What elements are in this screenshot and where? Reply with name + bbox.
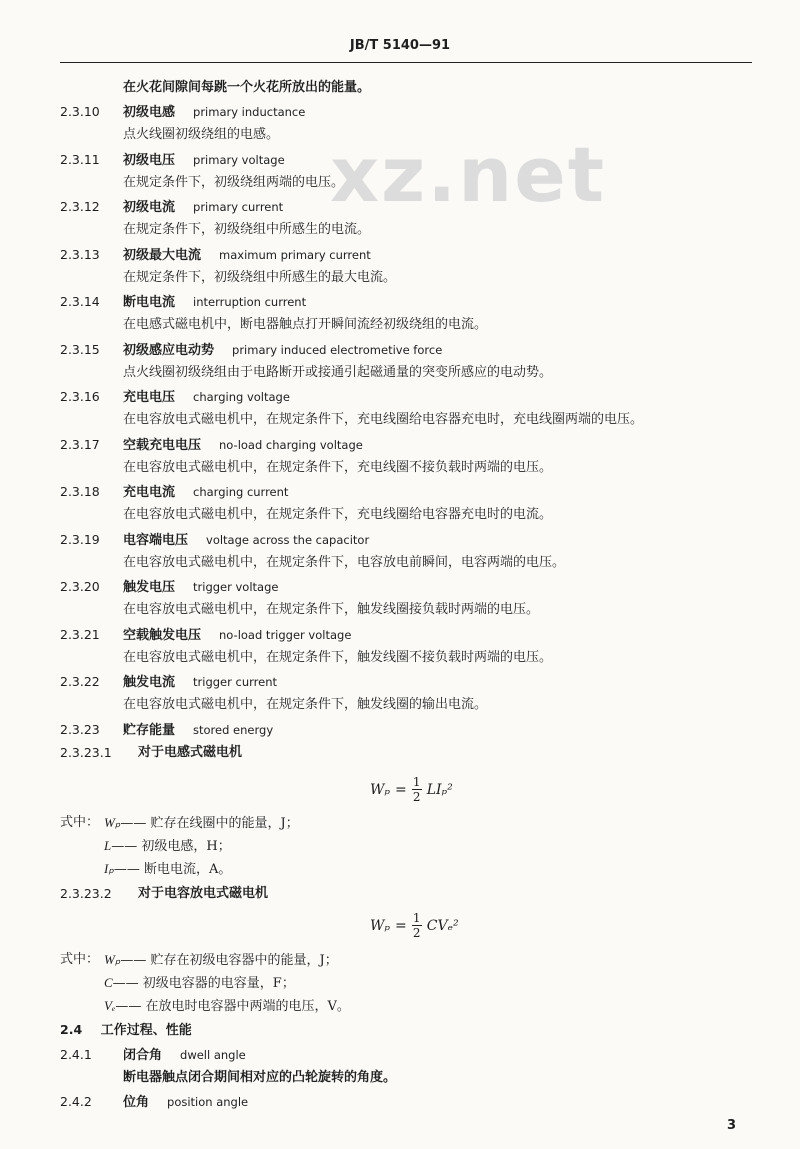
entry-number: 2.3.13 <box>60 246 100 262</box>
entry-english: no-load trigger voltage <box>219 627 352 642</box>
entry-number: 2.4.1 <box>60 1047 92 1062</box>
entry-number: 2.3.14 <box>60 294 100 309</box>
legend-symbol: Iₚ <box>104 861 114 876</box>
entry-definition: 在规定条件下，初级绕组中所感生的电流。 <box>123 222 371 237</box>
entry-english: trigger current <box>193 675 277 689</box>
entry-definition: 在电容放电式磁电机中，在规定条件下，触发线圈接负载时两端的电压。 <box>123 602 540 617</box>
entry-number: 2.3.17 <box>60 436 100 452</box>
fraction-denominator: 2 <box>412 790 421 804</box>
legend-symbol: L <box>104 838 112 853</box>
formula-fraction <box>412 912 422 939</box>
legend-item <box>104 813 299 834</box>
entry-term: 贮存能量 stored energy <box>123 722 274 738</box>
legend-description: —— 初级电容器的电容量，F； <box>112 976 295 991</box>
entry-term: 闭合角 dwell angle <box>123 1048 246 1063</box>
formula-rhs: LIₚ² <box>426 781 453 798</box>
section-title: 工作过程、性能 <box>100 1023 192 1038</box>
legend-symbol: Vₑ <box>104 998 116 1013</box>
entry-term: 位角 position angle <box>123 1095 249 1110</box>
legend-item <box>104 859 231 880</box>
entry-number: 2.3.18 <box>60 484 100 499</box>
entry-number: 2.3.16 <box>60 389 100 404</box>
legend-symbol: Wₚ <box>104 815 121 830</box>
fraction-denominator: 2 <box>412 926 421 940</box>
entry-term: 充电电压 charging voltage <box>123 390 290 405</box>
entry-term: 充电电流 charging current <box>123 485 289 500</box>
entry-term: 初级最大电流 maximum primary current <box>123 247 371 263</box>
legend-description: —— 贮存在线圈中的能量，J； <box>120 816 299 831</box>
formula-inductive <box>370 776 453 803</box>
legend-description: —— 贮存在初级电容器中的能量，J； <box>120 953 338 968</box>
entry-term: 空载触发电压 no-load trigger voltage <box>123 627 352 643</box>
subsection-title: 对于电感式磁电机 <box>138 745 243 760</box>
entry-english: stored energy <box>193 722 274 737</box>
formula-equals: = <box>395 781 407 798</box>
entry-definition: 点火线圈初级绕组的电感。 <box>123 127 280 142</box>
formula-rhs: CVₑ² <box>426 917 459 934</box>
watermark: xz.net <box>330 130 607 219</box>
entry-definition: 点火线圈初级绕组由于电路断开或接通引起磁通量的突变所感应的电动势。 <box>123 364 553 380</box>
entry-number: 2.3.23 <box>60 721 100 737</box>
entry-english: voltage across the capacitor <box>206 532 370 547</box>
subsection-title: 对于电容放电式磁电机 <box>138 886 269 901</box>
legend-description: —— 在放电时电容器中两端的电压，V。 <box>115 999 350 1014</box>
fraction-numerator: 1 <box>412 911 421 925</box>
legend-item <box>104 973 295 994</box>
legend-symbol: Wₚ <box>104 952 121 967</box>
legend-prefix: 式中： <box>60 952 100 967</box>
legend-prefix: 式中： <box>60 815 100 830</box>
subsection-number: 2.3.23.2 <box>60 886 112 901</box>
intro-text: 在火花间隙间每跳一个火花所放出的能量。 <box>123 80 371 95</box>
entry-term: 电容端电压 voltage across the capacitor <box>123 532 370 548</box>
legend-description: —— 断电电流，A。 <box>113 862 232 877</box>
entry-definition: 在电感式磁电机中，断电器触点打开瞬间流经初级绕组的电流。 <box>123 317 488 332</box>
entry-term: 初级感应电动势 primary induced electrometive force <box>123 342 443 358</box>
header-rule <box>60 62 752 63</box>
entry-number: 2.3.20 <box>60 579 100 594</box>
entry-number: 2.3.19 <box>60 531 100 547</box>
entry-term: 初级电压 primary voltage <box>123 152 285 168</box>
entry-english: primary voltage <box>193 152 285 167</box>
formula-lhs: Wₚ <box>370 917 390 934</box>
formula-equals: = <box>395 917 407 934</box>
entry-number: 2.3.11 <box>60 151 100 167</box>
entry-definition: 在规定条件下，初级绕组中所感生的最大电流。 <box>123 269 397 285</box>
legend-item <box>104 950 338 971</box>
entry-definition: 在电容放电式磁电机中，在规定条件下，触发线圈不接负载时两端的电压。 <box>123 649 553 665</box>
entry-english: no-load charging voltage <box>219 437 363 452</box>
entry-term: 空载充电电压 no-load charging voltage <box>123 437 363 453</box>
fraction-numerator: 1 <box>412 775 421 789</box>
entry-number: 2.3.15 <box>60 341 100 357</box>
entry-english: dwell angle <box>180 1048 246 1062</box>
entry-number: 2.3.21 <box>60 626 100 642</box>
entry-term: 触发电压 trigger voltage <box>123 580 279 595</box>
entry-english: charging voltage <box>193 390 290 404</box>
entry-definition: 在电容放电式磁电机中，在规定条件下，充电线圈不接负载时两端的电压。 <box>123 459 553 475</box>
formula-capacitive <box>370 912 459 939</box>
entry-english: trigger voltage <box>193 580 279 594</box>
entry-definition: 在规定条件下，初级绕组两端的电压。 <box>123 174 345 190</box>
formula-fraction <box>412 776 422 803</box>
entry-definition: 在电容放电式磁电机中，在规定条件下，充电线圈给电容器充电时的电流。 <box>123 507 553 522</box>
entry-number: 2.3.10 <box>60 104 100 119</box>
page-header: JB/T 5140—91 <box>349 38 451 53</box>
entry-english: primary current <box>193 200 284 214</box>
entry-english: charging current <box>193 485 289 499</box>
legend-item <box>104 996 350 1017</box>
entry-number: 2.3.12 <box>60 199 100 214</box>
subsection-number: 2.3.23.1 <box>60 745 112 760</box>
entry-term: 触发电流 trigger current <box>123 675 277 690</box>
legend-item <box>104 836 231 857</box>
legend-description: —— 初级电感，H； <box>111 839 231 854</box>
entry-english: interruption current <box>193 295 307 309</box>
entry-definition: 在电容放电式磁电机中，在规定条件下，充电线圈给电容器充电时，充电线圈两端的电压。 <box>123 412 644 427</box>
section-number: 2.4 <box>60 1022 83 1037</box>
entry-english: primary inductance <box>193 105 306 119</box>
entry-english: primary induced electrometive force <box>232 342 443 357</box>
entry-definition: 在电容放电式磁电机中，在规定条件下，电容放电前瞬间，电容两端的电压。 <box>123 554 566 570</box>
legend-symbol: C <box>104 975 113 990</box>
formula-lhs: Wₚ <box>370 781 390 798</box>
entry-english: position angle <box>167 1095 249 1109</box>
entry-number: 2.3.22 <box>60 674 100 689</box>
entry-english: maximum primary current <box>219 247 371 262</box>
page-number: 3 <box>727 1118 737 1133</box>
entry-term: 初级电流 primary current <box>123 200 284 215</box>
entry-definition: 在电容放电式磁电机中，在规定条件下，触发线圈的输出电流。 <box>123 697 488 712</box>
entry-number: 2.4.2 <box>60 1094 92 1109</box>
entry-definition: 断电器触点闭合期间相对应的凸轮旋转的角度。 <box>123 1070 397 1085</box>
entry-term: 断电电流 interruption current <box>123 295 307 310</box>
entry-term: 初级电感 primary inductance <box>123 105 306 120</box>
